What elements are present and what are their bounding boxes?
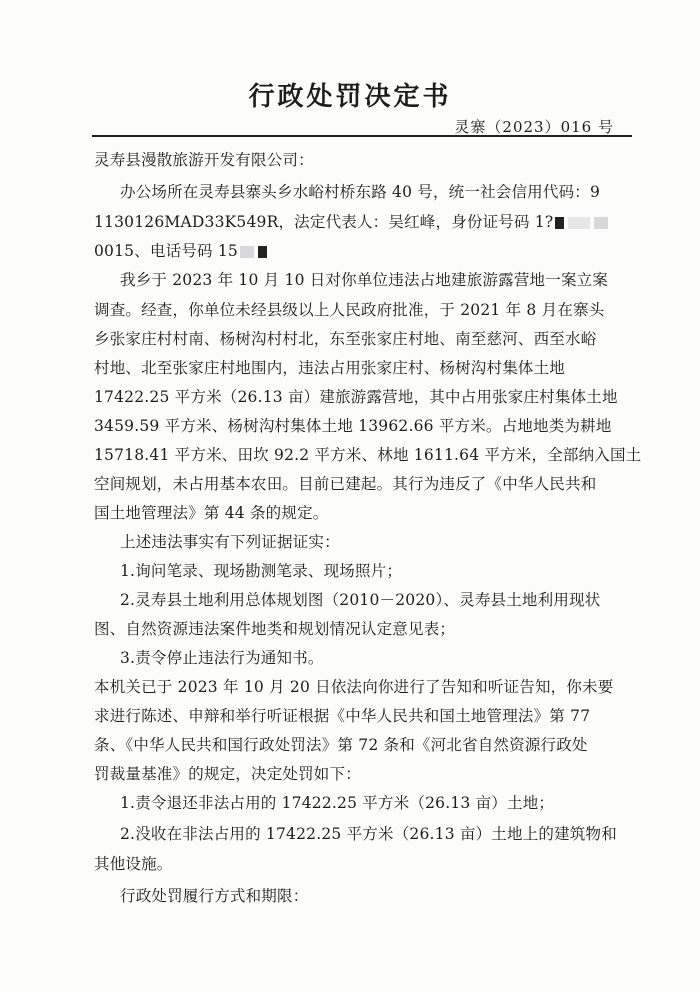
body-line: 国土地管理法》第 44 条的规定。: [94, 504, 329, 522]
body-line: 办公场所在灵寿县寨头乡水峪村桥东路 40 号，统一社会信用代码：9: [120, 183, 601, 201]
redaction-mark: [240, 246, 254, 258]
body-line: 调查。经查，你单位未经县级以上人民政府批准，于 2021 年 8 月在寨头: [94, 301, 605, 319]
document-title: 行政处罚决定书: [248, 82, 452, 112]
body-line: 本机关已于 2023 年 10 月 20 日依法向你进行了告知和听证告知，你未要: [94, 678, 614, 696]
body-line: 3459.59 平方米、杨树沟村集体土地 13962.66 平方米。占地地类为耕地: [94, 417, 612, 435]
document-number: 灵寨（2023）016 号: [454, 118, 614, 136]
evidence-item: 图、自然资源违法案件地类和规划情况认定意见表；: [94, 620, 456, 638]
addressee: 灵寿县漫散旅游开发有限公司：: [94, 151, 314, 169]
body-line: 1130126MAD33K549R，法定代表人：吴红峰，身份证号码 1?: [94, 210, 610, 232]
evidence-heading: 上述违法事实有下列证据证实：: [120, 533, 340, 551]
body-line: 我乡于 2023 年 10 月 10 日对你单位违法占地建旅游露营地一案立案: [120, 271, 609, 289]
penalty-item: 其他设施。: [94, 855, 173, 873]
redaction-mark: [568, 217, 590, 229]
evidence-item: 1.询问笔录、现场勘测笔录、现场照片；: [120, 562, 403, 580]
body-line: 乡张家庄村村南、杨树沟村村北，东至张家庄村地、南至慈河、西至水峪: [94, 330, 597, 348]
redaction-mark: [555, 217, 564, 229]
body-line: 村地、北至张家庄村地围内，违法占用张家庄村、杨树沟村集体土地: [94, 359, 566, 377]
body-line: 空间规划，未占用基本农田。目前已建起。其行为违反了《中华人民共和: [94, 475, 597, 493]
redaction-mark: [258, 246, 267, 258]
body-line: 15718.41 平方米、田坎 92.2 平方米、林地 1611.64 平方米，全部纳入国土: [94, 446, 642, 464]
penalty-item: 2.没收在非法占用的 17422.25 平方米（26.13 亩）土地上的建筑物和: [120, 825, 617, 843]
body-line: 罚裁量基准》的规定，决定处罚如下：: [94, 765, 361, 783]
body-line: 0015、电话号码 15: [94, 239, 269, 261]
header-rule: [92, 135, 632, 137]
redaction-mark: [594, 217, 608, 229]
penalty-item: 1.责令退还非法占用的 17422.25 平方米（26.13 亩）土地；: [120, 794, 555, 812]
evidence-item: 3.责令停止违法行为通知书。: [120, 649, 324, 667]
evidence-item: 2.灵寿县土地利用总体规划图（2010－2020）、灵寿县土地利用现状: [120, 591, 601, 609]
body-line: 条、《中华人民共和国行政处罚法》第 72 条和《河北省自然资源行政处: [94, 736, 588, 754]
body-line: 求进行陈述、申辩和举行听证根据《中华人民共和国土地管理法》第 77: [94, 707, 591, 725]
section-heading: 行政处罚履行方式和期限：: [120, 887, 309, 905]
body-line: 17422.25 平方米（26.13 亩）建旅游露营地，其中占用张家庄村集体土地: [94, 388, 618, 406]
